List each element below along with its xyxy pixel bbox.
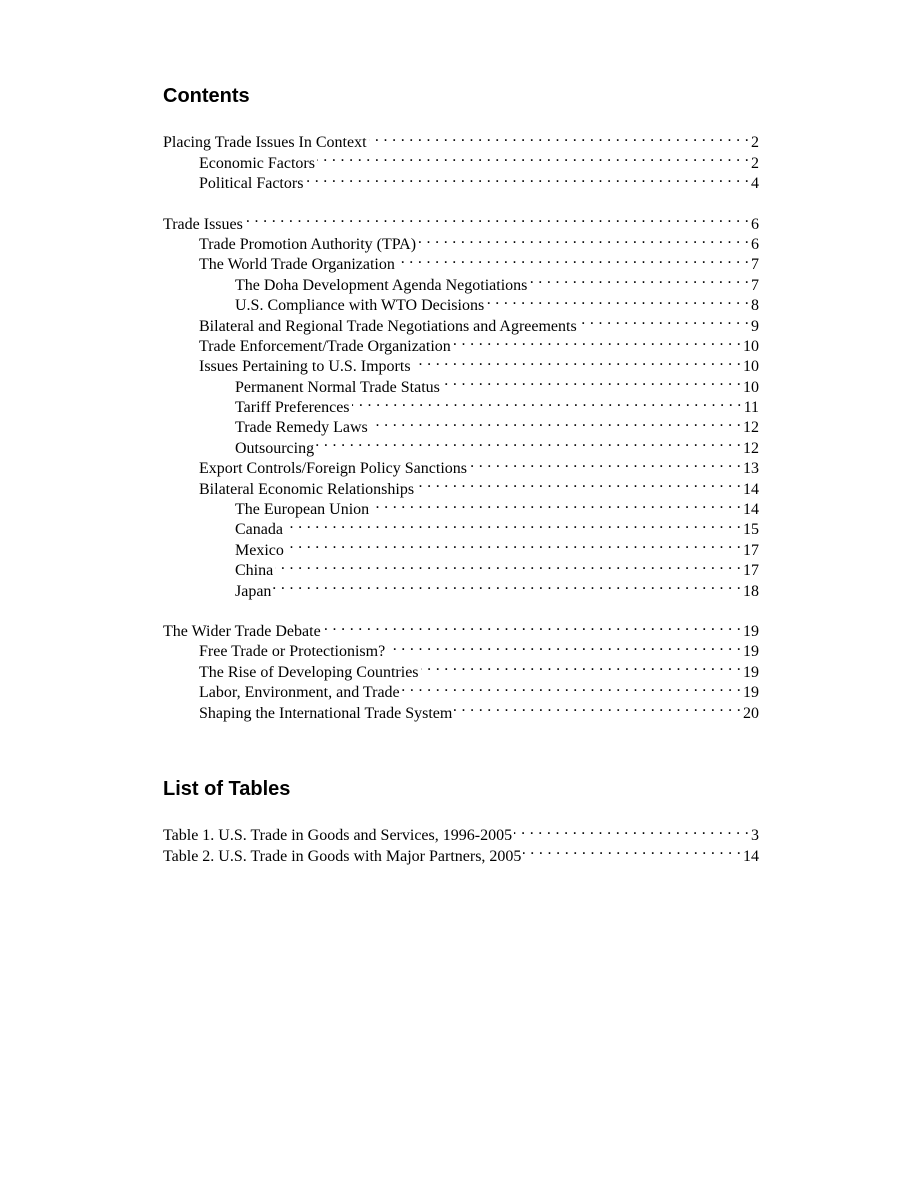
dot-leader bbox=[369, 127, 749, 147]
dot-leader bbox=[371, 494, 741, 514]
dot-leader bbox=[286, 534, 741, 554]
toc-entry-page: 15 bbox=[743, 521, 759, 539]
toc-entry-page: 10 bbox=[743, 337, 759, 355]
list-of-tables bbox=[163, 820, 759, 865]
dot-leader bbox=[453, 331, 741, 351]
toc-entry-title: U.S. Compliance with WTO Decisions bbox=[235, 297, 485, 315]
toc-entry-title: Tariff Preferences bbox=[235, 399, 350, 417]
dot-leader bbox=[305, 168, 749, 188]
dot-leader bbox=[316, 432, 741, 452]
dot-leader bbox=[245, 208, 749, 228]
table-entry-title: Table 2. U.S. Trade in Goods with Major Partners, 2005 bbox=[163, 847, 522, 865]
list-of-tables-heading: List of Tables bbox=[163, 778, 291, 800]
toc-entry-title: Political Factors bbox=[199, 175, 304, 193]
toc-entry-page: 12 bbox=[743, 419, 759, 437]
toc-entry-page: 19 bbox=[743, 684, 759, 702]
table-entry[interactable] bbox=[163, 820, 759, 845]
dot-leader bbox=[387, 636, 741, 656]
toc-entry-page: 6 bbox=[751, 235, 759, 253]
toc-entry-title: Issues Pertaining to U.S. Imports bbox=[199, 358, 411, 376]
toc-entry[interactable] bbox=[163, 616, 759, 640]
toc-entry-page: 11 bbox=[743, 399, 759, 417]
toc-entry[interactable] bbox=[163, 208, 759, 233]
toc-entry-page: 10 bbox=[743, 358, 759, 376]
toc-entry-title: Trade Enforcement/Trade Organization bbox=[199, 337, 451, 355]
toc-entry-title: Shaping the International Trade System bbox=[199, 704, 453, 722]
toc-entry-title: Bilateral and Regional Trade Negotiations and Agreements bbox=[199, 317, 577, 335]
dot-leader bbox=[317, 147, 749, 167]
toc-entry-page: 2 bbox=[751, 134, 759, 152]
dot-leader bbox=[579, 310, 749, 330]
toc-entry-title: Trade Remedy Laws bbox=[235, 419, 368, 437]
toc-entry-title: Outsourcing bbox=[235, 439, 315, 457]
contents-list bbox=[163, 127, 759, 722]
dot-leader bbox=[402, 677, 741, 697]
toc-entry-title: Free Trade or Protectionism? bbox=[199, 643, 386, 661]
dot-leader bbox=[442, 371, 741, 391]
dot-leader bbox=[514, 820, 749, 840]
toc-entry-page: 4 bbox=[751, 175, 759, 193]
toc-entry-title: Trade Promotion Authority (TPA) bbox=[199, 235, 417, 253]
toc-entry-page: 6 bbox=[751, 215, 759, 233]
toc-entry-title: Export Controls/Foreign Policy Sanctions bbox=[199, 460, 467, 478]
toc-entry-page: 19 bbox=[743, 663, 759, 681]
dot-leader bbox=[397, 249, 749, 269]
dot-leader bbox=[486, 290, 749, 310]
dot-leader bbox=[323, 616, 741, 636]
table-entry-page: 3 bbox=[751, 827, 759, 845]
toc-entry-page: 9 bbox=[751, 317, 759, 335]
toc-entry-title: The Wider Trade Debate bbox=[163, 622, 321, 640]
toc-entry-page: 12 bbox=[743, 439, 759, 457]
toc-entry-title: China bbox=[235, 562, 274, 580]
contents-heading: Contents bbox=[163, 85, 250, 107]
dot-leader bbox=[285, 514, 741, 534]
dot-leader bbox=[416, 473, 741, 493]
toc-entry-title: Labor, Environment, and Trade bbox=[199, 684, 400, 702]
toc-entry-title: Permanent Normal Trade Status bbox=[235, 378, 440, 396]
toc-entry-page: 19 bbox=[743, 643, 759, 661]
toc-entry-page: 14 bbox=[743, 480, 759, 498]
toc-entry-title: The Rise of Developing Countries bbox=[199, 663, 419, 681]
toc-entry[interactable] bbox=[163, 229, 759, 253]
dot-leader bbox=[469, 453, 741, 473]
dot-leader bbox=[273, 575, 741, 595]
toc-entry-title: Japan bbox=[235, 582, 272, 600]
dot-leader bbox=[454, 697, 741, 717]
dot-leader bbox=[370, 412, 741, 432]
toc-entry-page: 13 bbox=[743, 460, 759, 478]
dot-leader bbox=[275, 555, 741, 575]
toc-entry-page: 18 bbox=[743, 582, 759, 600]
toc-entry-title: Economic Factors bbox=[199, 154, 315, 172]
table-entry-page: 14 bbox=[743, 847, 759, 865]
toc-entry-page: 17 bbox=[743, 562, 759, 580]
toc-entry-page: 2 bbox=[751, 154, 759, 172]
dot-leader bbox=[523, 840, 741, 860]
toc-entry-page: 7 bbox=[751, 256, 759, 274]
toc-entry-page: 7 bbox=[751, 276, 759, 294]
toc-entry-title: The World Trade Organization bbox=[199, 256, 395, 274]
toc-entry-title: Trade Issues bbox=[163, 215, 243, 233]
toc-entry-page: 14 bbox=[743, 501, 759, 519]
dot-leader bbox=[418, 229, 749, 249]
toc-entry-title: Canada bbox=[235, 521, 283, 539]
toc-entry-page: 19 bbox=[743, 622, 759, 640]
dot-leader bbox=[421, 656, 741, 676]
toc-entry-page: 20 bbox=[743, 704, 759, 722]
toc-entry-title: Placing Trade Issues In Context bbox=[163, 134, 367, 152]
toc-entry-page: 17 bbox=[743, 541, 759, 559]
toc-entry-title: Bilateral Economic Relationships bbox=[199, 480, 415, 498]
toc-entry-title: The Doha Development Agenda Negotiations bbox=[235, 276, 528, 294]
table-entry-title: Table 1. U.S. Trade in Goods and Services, 1996-2005 bbox=[163, 827, 513, 845]
dot-leader bbox=[352, 392, 742, 412]
toc-entry-title: Mexico bbox=[235, 541, 284, 559]
toc-entry[interactable] bbox=[163, 127, 759, 152]
toc-entry-page: 8 bbox=[751, 297, 759, 315]
dot-leader bbox=[413, 351, 741, 371]
toc-entry-page: 10 bbox=[743, 378, 759, 396]
dot-leader bbox=[529, 269, 749, 289]
toc-entry-title: The European Union bbox=[235, 501, 370, 519]
